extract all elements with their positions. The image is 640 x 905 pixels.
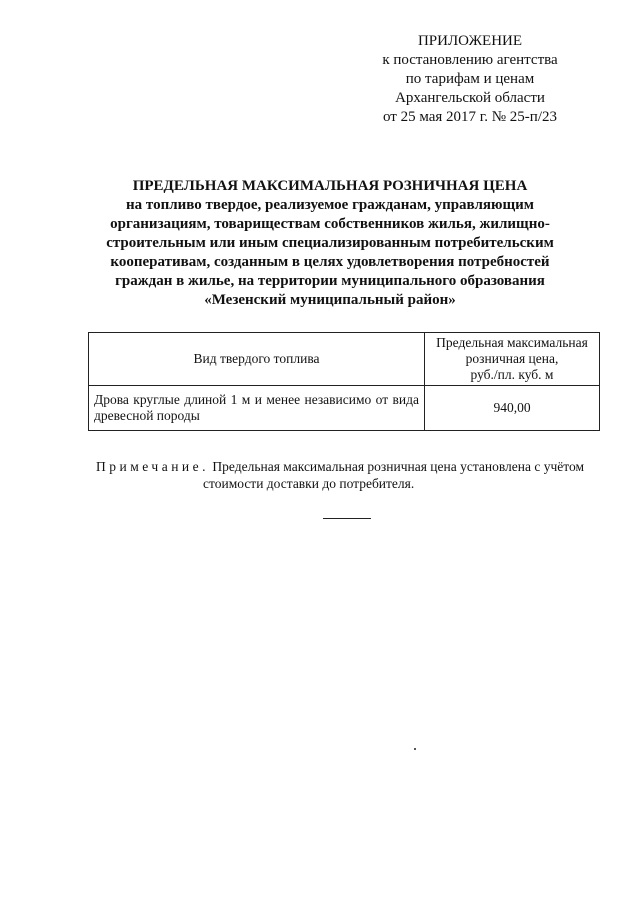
note-label: Примечание. [96,459,210,474]
appendix-line: к постановлению агентства [382,52,558,68]
header-price [425,333,600,386]
heading-line: строительным или иным специализированным потребительским [106,235,554,251]
document-title: ПРЕДЕЛЬНАЯ МАКСИМАЛЬНАЯ РОЗНИЧНАЯ ЦЕНА [132,178,528,194]
heading-line: граждан в жилье, на территории муниципального образования [115,273,545,289]
table-header-row [89,333,600,386]
heading-line: кооперативам, созданным в целях удовлетворения потребностей [110,254,550,270]
header-fuel-type: Вид твердого топлива [89,333,425,386]
appendix-title: ПРИЛОЖЕНИЕ [417,33,523,49]
document-heading [60,177,600,310]
heading-line: организациям, товариществам собственников жилья, жилищно- [110,216,550,232]
note-text: Предельная максимальная розничная цена установлена с учётом [212,459,585,474]
scan-speck [414,748,416,750]
note-text-continued: стоимости доставки до потребителя. [203,476,415,491]
note-line [96,458,600,475]
cell-fuel-type: Дрова круглые длиной 1 м и менее независимо от вида древесной породы [89,386,425,431]
appendix-line: по тарифам и ценам [405,71,535,87]
appendix-line: Архангельской области [395,90,545,106]
price-table [88,332,600,431]
heading-line: «Мезенский муниципальный район» [204,292,456,308]
appendix-date: от 25 мая 2017 г. № 25-п/23 [382,109,558,125]
table-row [89,386,600,431]
header-price-line: Предельная максимальная [436,335,588,350]
header-price-line: розничная цена, [465,351,559,366]
end-divider [323,518,371,519]
note-block [96,458,600,492]
header-price-line: руб./пл. куб. м [470,367,554,382]
appendix-block [340,32,600,127]
cell-price: 940,00 [425,386,600,431]
heading-line: на топливо твердое, реализуемое гражданам, управляющим [126,197,534,213]
